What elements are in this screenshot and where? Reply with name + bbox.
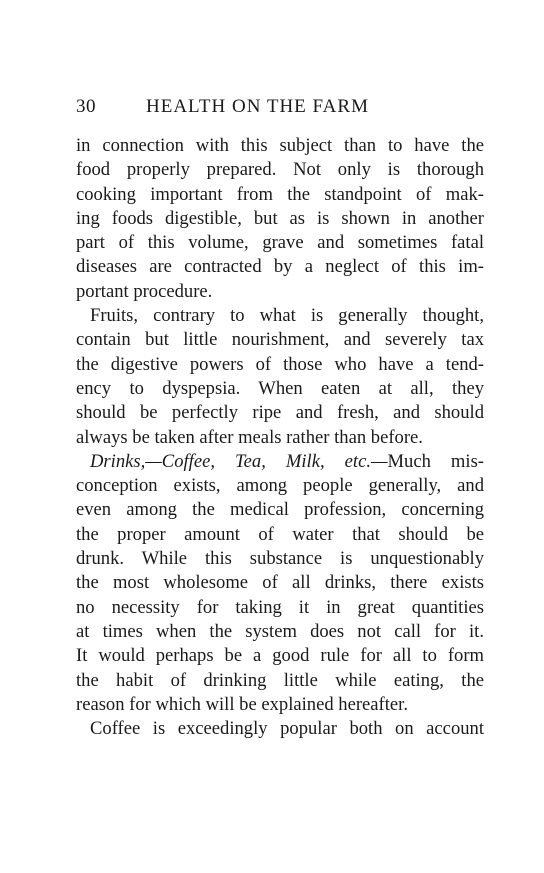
- body-text: [76, 134, 484, 741]
- text-line: cooking important from the standpoint of mak-: [76, 183, 484, 205]
- text-line: Fruits, contrary to what is generally thought,: [90, 305, 484, 327]
- text-line: food properly prepared. Not only is thorough: [76, 159, 484, 181]
- text-line: ency to dyspepsia. When eaten at all, they: [76, 377, 484, 399]
- text-line: no necessity for taking it in great quantities: [76, 596, 484, 618]
- text-line-rest: Much mis-: [387, 450, 484, 472]
- text-line: portant procedure.: [76, 280, 213, 302]
- text-line: even among the medical profession, concerning: [76, 499, 484, 521]
- text-line: contain but little nourishment, and severely tax: [76, 329, 484, 351]
- text-line: should be perfectly ripe and fresh, and should: [76, 402, 484, 424]
- page-number: 30: [76, 96, 96, 117]
- text-line: reason for which will be explained hereafter.: [76, 693, 408, 715]
- text-line: diseases are contracted by a neglect of this im-: [76, 256, 484, 278]
- text-line: always be taken after meals rather than before.: [76, 426, 423, 448]
- book-page: [76, 96, 484, 741]
- text-line: conception exists, among people generally, and: [76, 475, 484, 497]
- text-line: ing foods digestible, but as is shown in another: [76, 207, 484, 229]
- text-line: drunk. While this substance is unquestionably: [76, 548, 484, 570]
- section-heading-drinks: Drinks,—Coffee, Tea, Milk, etc.—: [90, 450, 388, 472]
- text-line-with-heading: [76, 450, 484, 474]
- text-line: the most wholesome of all drinks, there exists: [76, 572, 484, 594]
- text-line: It would perhaps be a good rule for all to form: [76, 645, 484, 667]
- page-header: [76, 96, 484, 120]
- text-line: part of this volume, grave and sometimes fatal: [76, 232, 484, 254]
- text-line: Coffee is exceedingly popular both on account: [90, 718, 484, 740]
- text-line: the digestive powers of those who have a tend-: [76, 353, 484, 375]
- running-head: HEALTH ON THE FARM: [146, 96, 369, 117]
- text-line: the proper amount of water that should be: [76, 523, 484, 545]
- text-line: at times when the system does not call for it.: [76, 620, 484, 642]
- text-line: the habit of drinking little while eating, the: [76, 669, 484, 691]
- text-line: in connection with this subject than to have the: [76, 135, 484, 156]
